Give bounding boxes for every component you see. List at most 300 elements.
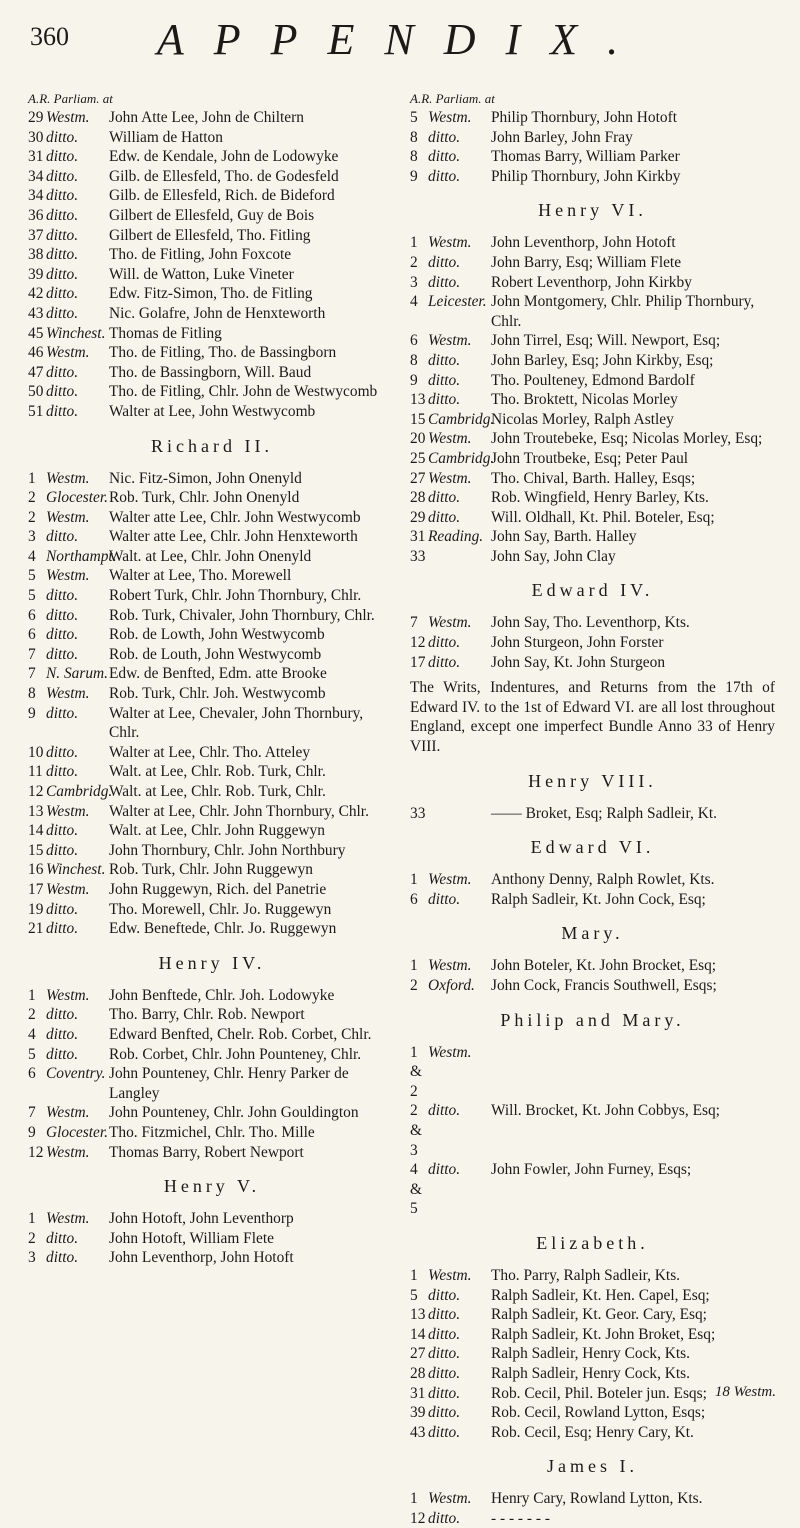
regnal-year: 4 — [28, 547, 36, 565]
parliament-place: ditto. — [428, 1509, 461, 1527]
members-returned: Will. Oldhall, Kt. Phil. Boteler, Esq; — [491, 508, 715, 526]
parliament-place: ditto. — [428, 148, 461, 166]
reign-heading: Henry VIII. — [528, 770, 657, 791]
parliament-place: ditto. — [46, 587, 79, 605]
parliament-entry — [28, 147, 396, 167]
parliament-entry — [410, 253, 775, 273]
parliament-entry — [28, 508, 396, 528]
parliament-entry — [28, 1123, 396, 1143]
parliament-entry — [28, 284, 396, 304]
parliament-entry — [28, 880, 396, 900]
parliament-entry — [410, 1364, 775, 1384]
parliament-place: Westm. — [428, 234, 472, 252]
members-returned: - - - - - - - — [491, 1509, 550, 1527]
members-returned: John Troutbeke, Esq; Peter Paul — [491, 449, 689, 467]
members-returned: John Say, Kt. John Sturgeon — [491, 653, 666, 671]
parliament-entry — [410, 351, 775, 371]
regnal-year: 4 — [410, 293, 418, 311]
catchword: 18 Westm. — [714, 1384, 776, 1400]
regnal-year: 1 — [410, 957, 418, 975]
reign-heading: Elizabeth. — [536, 1232, 649, 1253]
parliament-place: Westm. — [46, 469, 90, 487]
parliament-place: ditto. — [428, 1423, 461, 1441]
members-returned: Walter at Lee, Chlr. Tho. Atteley — [109, 743, 311, 761]
members-returned: John Hotoft, John Leventhorp — [109, 1210, 294, 1228]
regnal-year: 38 — [28, 246, 44, 264]
parliament-entry — [28, 664, 396, 684]
parliament-place: ditto. — [46, 383, 79, 401]
parliament-entry — [410, 449, 775, 469]
members-returned: Ralph Sadleir, Kt. Geor. Cary, Esq; — [491, 1306, 707, 1324]
regnal-year: 37 — [28, 226, 44, 244]
parliament-entry — [410, 1509, 775, 1528]
regnal-year: 17 — [410, 653, 426, 671]
members-returned: Nic. Golafre, John de Henxteworth — [109, 304, 326, 322]
members-returned: John Benftede, Chlr. Joh. Lodowyke — [109, 986, 335, 1004]
parliament-place: ditto. — [428, 253, 461, 271]
parliament-place: ditto. — [428, 489, 461, 507]
regnal-year: 6 — [410, 332, 418, 350]
members-returned: Rob. Cecil, Phil. Boteler jun. Esqs; — [491, 1384, 707, 1402]
parliament-place: ditto. — [46, 206, 79, 224]
parliament-entry — [410, 469, 775, 489]
parliament-place: Westm. — [46, 508, 90, 526]
parliament-entry — [410, 613, 775, 633]
reign-heading: Richard II. — [151, 435, 273, 456]
members-returned: Edward Benfted, Chelr. Rob. Corbet, Chlr. — [109, 1025, 372, 1043]
regnal-year: 1 — [410, 871, 418, 889]
parliament-entry — [28, 324, 396, 344]
members-returned: John Say, Barth. Halley — [491, 528, 637, 546]
members-returned: Tho. de Fitling, Tho. de Bassingborn — [109, 344, 337, 362]
regnal-year: 13 — [28, 802, 44, 820]
members-returned: Rob. Turk, Chivaler, John Thornbury, Chlr. — [109, 606, 375, 624]
parliament-place: Glocester. — [46, 1123, 108, 1141]
regnal-year: 5 — [28, 1045, 36, 1063]
parliament-entry — [28, 841, 396, 861]
parliament-entry — [28, 645, 396, 665]
regnal-year: 2 — [28, 1229, 36, 1247]
parliament-place — [428, 804, 491, 824]
regnal-year: 43 — [28, 304, 44, 322]
right-column — [410, 90, 775, 1528]
parliament-place: Westm. — [428, 1043, 472, 1061]
members-returned: Will. Brocket, Kt. John Cobbys, Esq; — [491, 1102, 720, 1120]
parliament-place: ditto. — [428, 1404, 461, 1422]
members-returned: Anthony Denny, Ralph Rowlet, Kts. — [491, 871, 715, 889]
parliament-place: Cambridg. — [428, 449, 495, 467]
members-returned: John Atte Lee, John de Chiltern — [109, 109, 304, 126]
parliament-entry — [410, 1266, 775, 1286]
members-returned: Rob. Cecil, Esq; Henry Cary, Kt. — [491, 1423, 694, 1441]
regnal-year: 1 — [410, 234, 418, 252]
parliament-entry — [28, 704, 396, 743]
parliament-place: Westm. — [46, 344, 90, 362]
parliament-entry — [28, 586, 396, 606]
parliament-place: ditto. — [46, 304, 79, 322]
regnal-year: 7 — [28, 645, 36, 663]
parliament-place: ditto. — [46, 900, 79, 918]
column-header: A.R. Parliam. at — [410, 91, 495, 106]
parliament-entry — [28, 363, 396, 383]
members-returned: John Pounteney, Chlr. John Gouldington — [109, 1104, 359, 1122]
members-returned: Rob. Wingfield, Henry Barley, Kts. — [491, 489, 709, 507]
regnal-year: 4 & 5 — [410, 1161, 422, 1218]
regnal-year: 14 — [410, 1325, 426, 1343]
members-returned: Nic. Fitz-Simon, John Onenyld — [109, 469, 302, 487]
regnal-year: 5 — [410, 109, 418, 126]
parliament-entry — [410, 1344, 775, 1364]
members-returned: John Sturgeon, John Forster — [491, 634, 664, 652]
regnal-year: 1 — [28, 1210, 36, 1228]
parliament-place: ditto. — [46, 743, 79, 761]
parliament-entry — [410, 128, 775, 148]
parliament-place: ditto. — [428, 167, 461, 185]
parliament-place: ditto. — [428, 1306, 461, 1324]
members-returned: Walt. at Lee, Chlr. John Onenyld — [109, 547, 312, 565]
regnal-year: 2 — [410, 253, 418, 271]
members-returned: Gilbert de Ellesfeld, Tho. Fitling — [109, 226, 311, 244]
parliament-place: ditto. — [428, 351, 461, 369]
regnal-year: 7 — [410, 614, 418, 632]
members-returned: Nicolas Morley, Ralph Astley — [491, 410, 674, 428]
regnal-year: 16 — [28, 861, 44, 879]
regnal-year: 29 — [410, 508, 426, 526]
members-returned: Tho. Broktett, Nicolas Morley — [491, 391, 678, 409]
regnal-year: 3 — [410, 273, 418, 291]
parliament-entry — [410, 1101, 775, 1160]
members-returned: Edw. de Kendale, John de Lodowyke — [109, 148, 339, 166]
parliament-entry — [410, 108, 775, 128]
regnal-year: 27 — [410, 1345, 426, 1363]
parliament-place: ditto. — [46, 167, 79, 185]
parliament-place: ditto. — [46, 226, 79, 244]
parliament-place: ditto. — [46, 265, 79, 283]
parliament-entry — [28, 206, 396, 226]
members-returned: Edw. de Benfted, Edm. atte Brooke — [109, 665, 327, 683]
members-returned: Rob. Corbet, Chlr. John Pounteney, Chlr. — [109, 1045, 362, 1063]
members-returned: John Leventhorp, John Hotoft — [491, 234, 676, 252]
regnal-year: 29 — [28, 109, 44, 126]
parliament-entry — [410, 1403, 775, 1423]
members-returned: Thomas Barry, Robert Newport — [109, 1143, 304, 1161]
parliament-place: ditto. — [46, 1045, 79, 1063]
regnal-year: 17 — [28, 880, 44, 898]
parliament-place: ditto. — [428, 1345, 461, 1363]
regnal-year: 9 — [410, 371, 418, 389]
members-returned: John Barley, Esq; John Kirkby, Esq; — [491, 351, 714, 369]
parliament-entry — [28, 1248, 396, 1268]
regnal-year: 12 — [410, 1509, 426, 1527]
members-returned: Gilbert de Ellesfeld, Guy de Bois — [109, 206, 315, 224]
members-returned: Walt. at Lee, Chlr. John Ruggewyn — [109, 822, 325, 840]
parliament-entry — [28, 527, 396, 547]
regnal-year: 14 — [28, 822, 44, 840]
regnal-year: 42 — [28, 285, 44, 303]
parliament-entry — [410, 167, 775, 187]
regnal-year: 6 — [410, 890, 418, 908]
parliament-entry — [410, 508, 775, 528]
members-returned: Walter atte Lee, Chlr. John Westwycomb — [109, 508, 361, 526]
parliament-place: Westm. — [428, 1490, 472, 1508]
members-returned: John Tirrel, Esq; Will. Newport, Esq; — [491, 332, 721, 350]
members-returned: John Say, John Clay — [491, 547, 616, 565]
regnal-year: 12 — [410, 634, 426, 652]
members-returned: Tho. de Fitling, Chlr. John de Westwycomb — [109, 383, 378, 401]
parliament-place: ditto. — [428, 1384, 461, 1402]
members-returned: Ralph Sadleir, Kt. Hen. Capel, Esq; — [491, 1286, 710, 1304]
parliament-place: Glocester. — [46, 489, 108, 507]
members-returned: Tho. de Fitling, John Foxcote — [109, 246, 292, 264]
reign-heading: Edward VI. — [530, 837, 655, 858]
members-returned: Ralph Sadleir, Henry Cock, Kts. — [491, 1345, 691, 1363]
parliament-place: Westm. — [428, 871, 472, 889]
regnal-year: 8 — [410, 128, 418, 146]
regnal-year: 11 — [28, 763, 43, 781]
running-title: APPENDIX. — [156, 15, 649, 64]
members-returned: Walter at Lee, Chlr. John Thornbury, Chlr. — [109, 802, 369, 820]
parliament-entry — [410, 390, 775, 410]
parliament-place: Westm. — [46, 1210, 90, 1228]
parliament-entry — [28, 1229, 396, 1249]
parliament-place: ditto. — [428, 371, 461, 389]
regnal-year: 8 — [410, 148, 418, 166]
regnal-year: 34 — [28, 167, 44, 185]
parliament-entry — [410, 976, 775, 996]
reign-heading: Philip and Mary. — [500, 1009, 685, 1030]
regnal-year: 36 — [28, 206, 44, 224]
parliament-place: ditto. — [46, 148, 79, 166]
parliament-entry — [28, 1045, 396, 1065]
regnal-year: 13 — [410, 1306, 426, 1324]
parliament-place: Westm. — [46, 1143, 90, 1161]
regnal-year: 1 — [410, 1490, 418, 1508]
members-returned: Tho. Chival, Barth. Halley, Esqs; — [491, 469, 696, 487]
parliament-place: ditto. — [428, 653, 461, 671]
regnal-year: 3 — [28, 528, 36, 546]
parliament-entry — [410, 1325, 775, 1345]
members-returned: Edw. Fitz-Simon, Tho. de Fitling — [109, 285, 313, 303]
parliament-place: ditto. — [46, 187, 79, 205]
parliament-entry — [28, 1143, 396, 1163]
parliament-place: Oxford. — [428, 977, 475, 994]
members-returned: John Montgomery, Chlr. Philip Thornbury, Chlr. — [491, 293, 755, 330]
members-returned: Will. de Watton, Luke Vineter — [109, 265, 294, 283]
parliament-entry — [410, 429, 775, 449]
parliament-place — [428, 547, 491, 567]
parliament-place: Westm. — [428, 614, 472, 632]
parliament-entry — [410, 488, 775, 508]
parliament-place: Westm. — [428, 469, 472, 487]
regnal-year: 2 — [410, 977, 418, 994]
parliament-entry — [410, 371, 775, 391]
parliament-place: ditto. — [46, 645, 79, 663]
parliament-place: Leicester. — [428, 293, 487, 311]
parliament-entry — [410, 1489, 775, 1509]
regnal-year: 45 — [28, 324, 44, 342]
members-returned: John Thornbury, Chlr. John Northbury — [109, 841, 346, 859]
parliament-entry — [28, 265, 396, 285]
parliament-entry — [28, 547, 396, 567]
reign-heading: Henry IV. — [158, 952, 266, 973]
regnal-year: 31 — [28, 148, 44, 166]
parliament-place: ditto. — [46, 606, 79, 624]
parliament-entry — [410, 633, 775, 653]
regnal-year: 3 — [28, 1249, 36, 1267]
parliament-place: ditto. — [46, 626, 79, 644]
parliament-place: ditto. — [428, 1325, 461, 1343]
parliament-place: ditto. — [428, 273, 461, 291]
parliament-place: ditto. — [46, 763, 79, 781]
regnal-year: 8 — [410, 351, 418, 369]
parliament-entry — [410, 804, 775, 824]
parliament-entry — [28, 1103, 396, 1123]
parliament-place: ditto. — [428, 890, 461, 908]
parliament-place: Cambridg. — [428, 410, 495, 428]
parliament-place: Westm. — [46, 880, 90, 898]
parliament-place: Westm. — [428, 109, 472, 126]
members-returned: Edw. Beneftede, Chlr. Jo. Ruggewyn — [109, 920, 337, 938]
members-returned: Tho. Parry, Ralph Sadleir, Kts. — [491, 1266, 681, 1284]
parliament-place: ditto. — [428, 1364, 461, 1382]
parliament-place: ditto. — [428, 1286, 461, 1304]
parliament-entry — [28, 488, 396, 508]
regnal-year: 51 — [28, 402, 44, 420]
regnal-year: 9 — [28, 704, 36, 722]
regnal-year: 47 — [28, 363, 44, 381]
page-number: 360 — [30, 22, 69, 51]
regnal-year: 20 — [410, 430, 426, 448]
regnal-year: 39 — [410, 1404, 426, 1422]
parliament-entry — [28, 1025, 396, 1045]
parliament-entry — [28, 1064, 396, 1103]
members-returned: John Pounteney, Chlr. Henry Parker de Langley — [109, 1065, 349, 1102]
parliament-entry — [28, 606, 396, 626]
parliament-entry — [410, 1423, 775, 1443]
parliament-entry — [28, 900, 396, 920]
parliament-entry — [28, 566, 396, 586]
parliament-entry — [28, 186, 396, 206]
members-returned: Robert Turk, Chlr. John Thornbury, Chlr. — [109, 587, 362, 605]
members-returned: John Leventhorp, John Hotoft — [109, 1249, 294, 1267]
regnal-year: 15 — [28, 841, 44, 859]
parliament-place: ditto. — [46, 822, 79, 840]
parliament-place: ditto. — [46, 1006, 79, 1024]
parliament-entry — [28, 382, 396, 402]
parliament-place: ditto. — [46, 1025, 79, 1043]
parliament-entry — [28, 167, 396, 187]
parliament-entry — [410, 547, 775, 567]
parliament-entry — [28, 782, 396, 802]
parliament-entry — [410, 956, 775, 976]
parliament-entry — [410, 273, 775, 293]
parliament-entry — [28, 821, 396, 841]
parliament-place: Reading. — [428, 528, 484, 546]
regnal-year: 19 — [28, 900, 44, 918]
parliament-place: Northampt. — [46, 547, 117, 565]
members-returned: John Barry, Esq; William Flete — [491, 253, 682, 271]
parliament-entry — [410, 233, 775, 253]
parliament-place: ditto. — [428, 1161, 461, 1179]
members-returned: John Boteler, Kt. John Brocket, Esq; — [491, 957, 717, 975]
parliament-entry — [410, 410, 775, 430]
reign-heading: Edward IV. — [531, 580, 654, 601]
parliament-entry — [410, 1305, 775, 1325]
regnal-year: 12 — [28, 783, 44, 800]
page-header — [30, 14, 775, 64]
parliament-entry — [410, 292, 775, 331]
regnal-year: 5 — [28, 587, 36, 605]
parliament-place: ditto. — [428, 508, 461, 526]
regnal-year: 46 — [28, 344, 44, 362]
column-header: A.R. Parliam. at — [28, 91, 113, 106]
regnal-year: 30 — [28, 128, 44, 146]
members-returned: Thomas de Fitling — [109, 324, 222, 342]
parliament-place: Westm. — [428, 430, 472, 448]
regnal-year: 15 — [410, 410, 426, 428]
members-returned: Rob. Cecil, Rowland Lytton, Esqs; — [491, 1404, 706, 1422]
regnal-year: 2 — [28, 1006, 36, 1024]
parliament-place: Westm. — [428, 332, 472, 350]
parliament-place: ditto. — [46, 246, 79, 264]
regnal-year: 10 — [28, 743, 44, 761]
regnal-year: 31 — [410, 528, 426, 546]
regnal-year: 4 — [28, 1025, 36, 1043]
members-returned: Tho. Poulteney, Edmond Bardolf — [491, 371, 695, 389]
parliament-entry — [410, 331, 775, 351]
regnal-year: 5 — [28, 567, 36, 585]
parliament-place: ditto. — [46, 128, 79, 146]
regnal-year: 7 — [28, 1104, 36, 1122]
parliament-entry — [410, 1160, 775, 1219]
parliament-place: ditto. — [428, 128, 461, 146]
members-returned: Tho. Barry, Chlr. Rob. Newport — [109, 1006, 305, 1024]
parliament-place: Westm. — [46, 567, 90, 585]
members-returned: —— Broket, Esq; Ralph Sadleir, Kt. — [491, 804, 717, 822]
regnal-year: 25 — [410, 449, 426, 467]
regnal-year: 33 — [410, 804, 426, 822]
left-column — [28, 90, 396, 1268]
parliament-place: ditto. — [46, 402, 79, 420]
members-returned: Ralph Sadleir, Kt. John Broket, Esq; — [491, 1325, 716, 1343]
members-returned: John Hotoft, William Flete — [109, 1229, 274, 1247]
members-returned: John Fowler, John Furney, Esqs; — [491, 1161, 692, 1179]
parliament-entry — [28, 986, 396, 1006]
parliament-entry — [410, 147, 775, 167]
parliament-place: ditto. — [46, 841, 79, 859]
parliament-entry — [28, 1005, 396, 1025]
members-returned: Walter at Lee, John Westwycomb — [109, 402, 316, 420]
parliament-entry — [28, 128, 396, 148]
members-returned: Ralph Sadleir, Henry Cock, Kts. — [491, 1364, 691, 1382]
regnal-year: 12 — [28, 1143, 44, 1161]
regnal-year: 34 — [28, 187, 44, 205]
regnal-year: 28 — [410, 1364, 426, 1382]
regnal-year: 2 & 3 — [410, 1102, 422, 1159]
parliament-place: Winchest. — [46, 324, 106, 342]
parliament-entry — [28, 245, 396, 265]
regnal-year: 1 — [28, 986, 36, 1004]
regnal-year: 5 — [410, 1286, 418, 1304]
parliament-entry — [28, 469, 396, 489]
regnal-year: 9 — [410, 167, 418, 185]
parliament-place: ditto. — [46, 528, 79, 546]
reign-heading: Henry V. — [163, 1176, 261, 1197]
regnal-year: 6 — [28, 606, 36, 624]
members-returned: Tho. Morewell, Chlr. Jo. Ruggewyn — [109, 900, 332, 918]
regnal-year: 2 — [28, 508, 36, 526]
regnal-year: 39 — [28, 265, 44, 283]
